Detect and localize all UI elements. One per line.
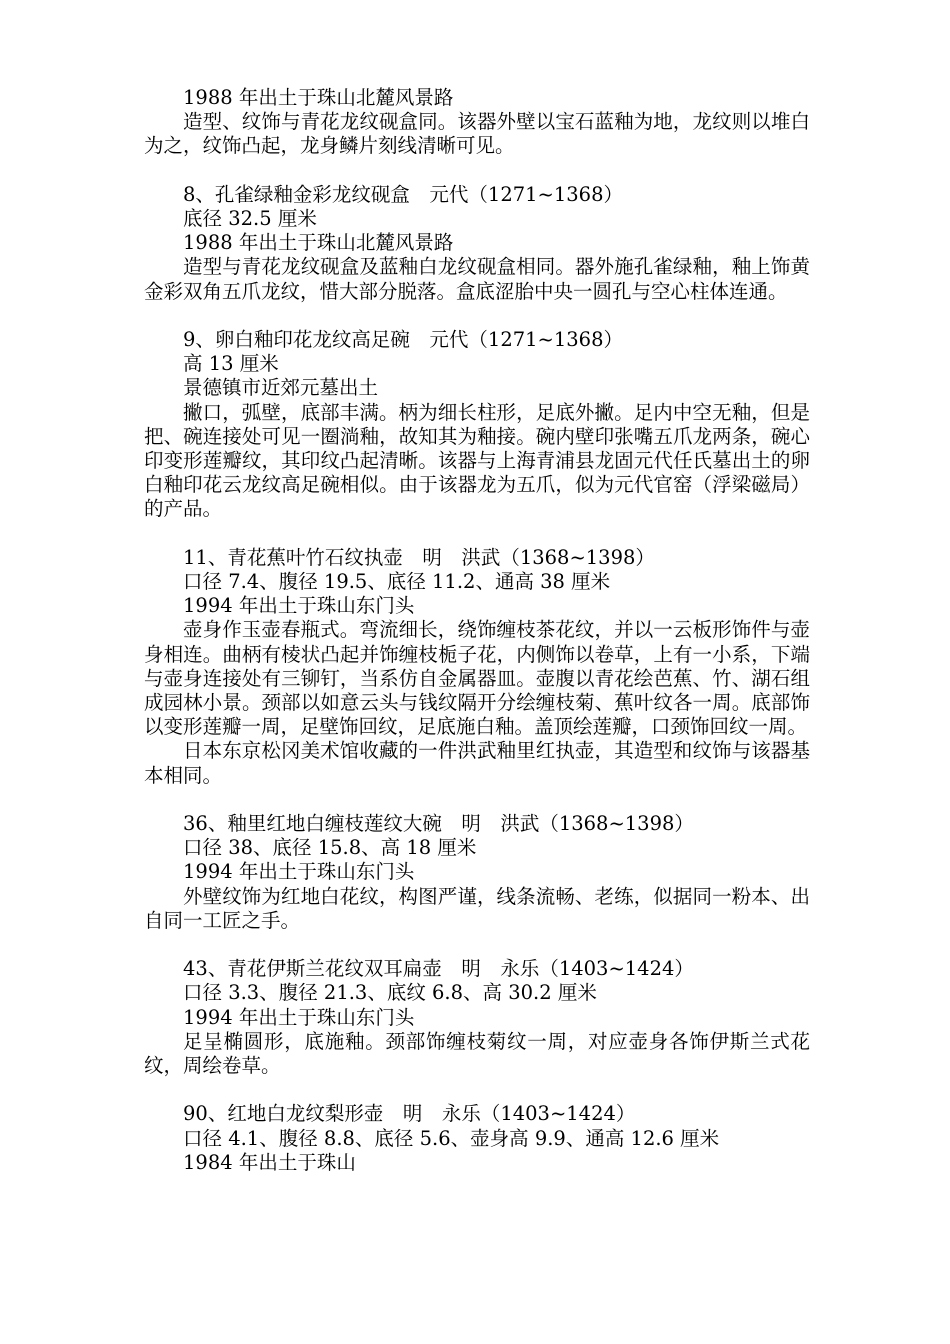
item-provenance: 1994 年出土于珠山东门头: [183, 1005, 415, 1029]
description-paragraph: 撇口，弧壁，底部丰满。柄为细长柱形，足底外撇。足内中空无釉，但是把、碗连接处可见一圈淌釉，故知其为釉接。碗内壁印张嘴五爪龙两条，碗心印变形莲瓣纹，其印纹凸起清晰。该器与上海青浦县龙固元代任氏墓出土的卵白釉印花云龙纹高足碗相似。由于该器龙为五爪，似为元代官窑（浮梁磁局）的产品。: [144, 400, 810, 521]
item-provenance: 1994 年出土于珠山东门头: [183, 860, 415, 884]
item-provenance: 1994 年出土于珠山东门头: [183, 594, 415, 618]
text-line: 1988 年出土于珠山北麓风景路: [183, 86, 454, 109]
description-paragraph: 造型、纹饰与青花龙纹砚盒同。该器外壁以宝石蓝釉为地，龙纹则以堆白为之，纹饰凸起，龙身鳞片刻线清晰可见。: [144, 110, 810, 158]
item-title: 90、红地白龙纹梨形壶 明 永乐（1403~1424）: [183, 1102, 636, 1126]
document-page: [144, 86, 810, 1175]
description-paragraph: 造型与青花龙纹砚盒及蓝釉白龙纹砚盒相同。器外施孔雀绿釉，釉上饰黄金彩双角五爪龙纹，惜大部分脱落。盒底涩胎中央一圆孔与空心柱体连通。: [144, 255, 810, 303]
item-title: 9、卵白釉印花龙纹高足碗 元代（1271~1368）: [183, 328, 623, 351]
paragraph-gap: [144, 788, 810, 812]
description-paragraph: 足呈椭圆形，底施釉。颈部饰缠枝菊纹一周，对应壶身各饰伊斯兰式花纹，周绘卷草。: [144, 1029, 810, 1078]
paragraph-gap: [144, 159, 810, 183]
item-title: 8、孔雀绿釉金彩龙纹砚盒 元代（1271~1368）: [183, 182, 623, 206]
item-dimensions: 高 13 厘米: [183, 352, 279, 376]
paragraph-gap: [144, 1078, 810, 1102]
item-dimensions: 口径 7.4、腹径 19.5、底径 11.2、通高 38 厘米: [183, 570, 611, 594]
item-dimensions: 口径 4.1、腹径 8.8、底径 5.6、壶身高 9.9、通高 12.6 厘米: [183, 1126, 720, 1150]
paragraph-gap: [144, 933, 810, 957]
description-paragraph: 外壁纹饰为红地白花纹，构图严谨，线条流畅、老练，似据同一粉本、出自同一工匠之手。: [144, 884, 810, 932]
item-dimensions: 口径 3.3、腹径 21.3、底纹 6.8、高 30.2 厘米: [183, 981, 597, 1005]
item-title: 36、釉里红地白缠枝莲纹大碗 明 洪武（1368~1398）: [183, 812, 694, 836]
description-paragraph: 壶身作玉壶春瓶式。弯流细长，绕饰缠枝茶花纹，并以一云板形饰件与壶身相连。曲柄有棱状凸起并饰缠枝栀子花，内侧饰以卷草，上有一小系，下端与壶身连接处有三铆钉，当系仿自金属器皿。壶腹以青花绘芭蕉、竹、湖石组成园林小景。颈部以如意云头与钱纹隔开分绘缠枝菊、蕉叶纹各一周。底部饰以变形莲瓣一周，足壁饰回纹，足底施白釉。盖顶绘莲瓣，口颈饰回纹一周。: [144, 618, 810, 739]
item-provenance: 景德镇市近郊元墓出土: [183, 376, 379, 400]
item-title: 43、青花伊斯兰花纹双耳扁壶 明 永乐（1403~1424）: [183, 957, 694, 981]
paragraph-gap: [144, 304, 810, 328]
item-provenance: 1988 年出土于珠山北麓风景路: [183, 231, 454, 255]
item-title: 11、青花蕉叶竹石纹执壶 明 洪武（1368~1398）: [183, 545, 655, 569]
item-dimensions: 口径 38、底径 15.8、高 18 厘米: [183, 836, 477, 860]
item-provenance: 1984 年出土于珠山: [183, 1150, 356, 1174]
description-paragraph: 日本东京松冈美术馆收藏的一件洪武釉里红执壶，其造型和纹饰与该器基本相同。: [144, 739, 810, 787]
item-dimensions: 底径 32.5 厘米: [183, 207, 317, 230]
paragraph-gap: [144, 522, 810, 546]
